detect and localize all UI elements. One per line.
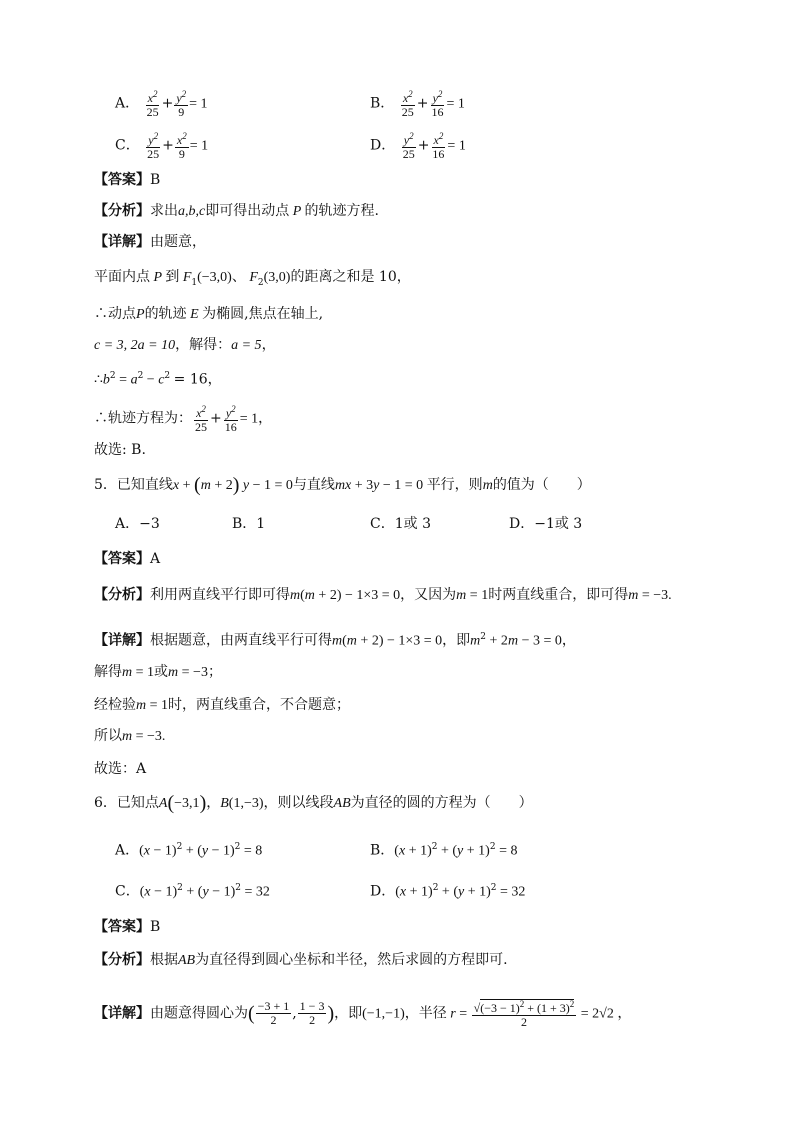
answer-tag: 【答案】	[94, 551, 150, 567]
q5-detail: 【详解】根据题意，由两直线平行可得m(m + 2) − 1×3 = 0，即$m^2 + 2m - 3 = 0$，	[94, 632, 576, 649]
q4-line1: 平面内点 P 到 $F_1(-3,0)$、 $F_2(3,0)$的距离之和是 10，	[94, 269, 411, 288]
q6-detail: 【详解】由题意得圆心为( $\frac{-3 + 1}{2}$ , $\frac{1 - 3}{2}$ )，即(−1,−1)，半径 r = $\frac{√(-3 - 1)^2 + (1 + 3)^2}{2}$ = 2√2 ，	[94, 999, 632, 1029]
q6-analysis: 【分析】根据AB为直径得到圆心坐标和半径，然后求圆的方程即可.	[94, 952, 508, 968]
q6-answer: 【答案】B	[94, 919, 161, 935]
q5-check: 经检验m = 1时，两直线重合，不合题意；	[94, 697, 351, 713]
q4-detail: 【详解】由题意，	[94, 234, 206, 250]
q5-option-c[interactable]: C．1或 3	[370, 516, 431, 532]
q4-conclusion: 故选: B.	[94, 442, 146, 458]
q6-option-c[interactable]: C．$(x - 1)^2 + (y - 1)^2 = 32$	[115, 883, 270, 900]
q5-option-d[interactable]: D．−1或 3	[509, 516, 583, 532]
detail-tag: 【详解】	[94, 234, 150, 250]
analysis-tag: 【分析】	[94, 587, 150, 603]
q4-analysis: 【分析】求出a,b,c即可得出动点 P 的轨迹方程.	[94, 203, 379, 219]
q6-stem: 6．已知点A(−3,1)，B(1,−3)，则以线段AB为直径的圆的方程为（ ）	[94, 792, 533, 814]
detail-tag: 【详解】	[94, 632, 150, 649]
q5-solve: 解得m = 1或m = −3；	[94, 664, 222, 680]
q5-analysis: 【分析】利用两直线平行即可得m(m + 2) − 1×3 = 0，又因为m = 1时两直线重合，即可得m = −3.	[94, 587, 672, 603]
q5-conclusion: 故选：A	[94, 761, 147, 777]
q4-line2: ∴动点P的轨迹 E 为椭圆,焦点在轴上,	[94, 306, 324, 322]
q6-option-a[interactable]: A．$(x - 1)^2 + (y - 1)^2 = 8$	[115, 842, 263, 859]
q5-option-a[interactable]: A．−3	[115, 516, 160, 532]
q5-stem: 5．已知直线x + (m + 2) y − 1 = 0与直线mx + 3y − 1 = 0 平行，则m的值为（ ）	[94, 474, 591, 496]
q5-so: 所以m = −3.	[94, 728, 166, 744]
analysis-tag: 【分析】	[94, 952, 150, 968]
q6-option-b[interactable]: B．$(x + 1)^2 + (y + 1)^2 = 8$	[370, 842, 518, 859]
q5-option-b[interactable]: B．1	[232, 516, 266, 532]
analysis-tag: 【分析】	[94, 203, 150, 219]
q4-option-a[interactable]: A． $\frac{x^2}{25}$ + $\frac{y^2}{9}$ = 1	[115, 89, 208, 119]
q4-answer: 【答案】B	[94, 172, 161, 188]
answer-tag: 【答案】	[94, 172, 150, 188]
q4-line4: $\therefore b^2 = a^2 - c^2 = 16$，	[94, 371, 222, 388]
q4-line5: ∴轨迹方程为： $\frac{x^2}{25}$ + $\frac{y^2}{16}$ = 1，	[94, 404, 273, 434]
q4-option-d[interactable]: D． $\frac{y^2}{25}$ + $\frac{x^2}{16}$ = 1	[370, 131, 466, 161]
q4-line3: c = 3, 2a = 10，解得：a = 5，	[94, 337, 276, 353]
detail-tag: 【详解】	[94, 1005, 150, 1022]
q5-answer: 【答案】A	[94, 551, 161, 567]
q4-option-c[interactable]: C． $\frac{y^2}{25}$ + $\frac{x^2}{9}$ = 1	[115, 131, 209, 161]
q4-option-b[interactable]: B． $\frac{x^2}{25}$ + $\frac{y^2}{16}$ = 1	[370, 89, 465, 119]
answer-tag: 【答案】	[94, 919, 150, 935]
q6-option-d[interactable]: D．$(x + 1)^2 + (y + 1)^2 = 32$	[370, 883, 526, 900]
